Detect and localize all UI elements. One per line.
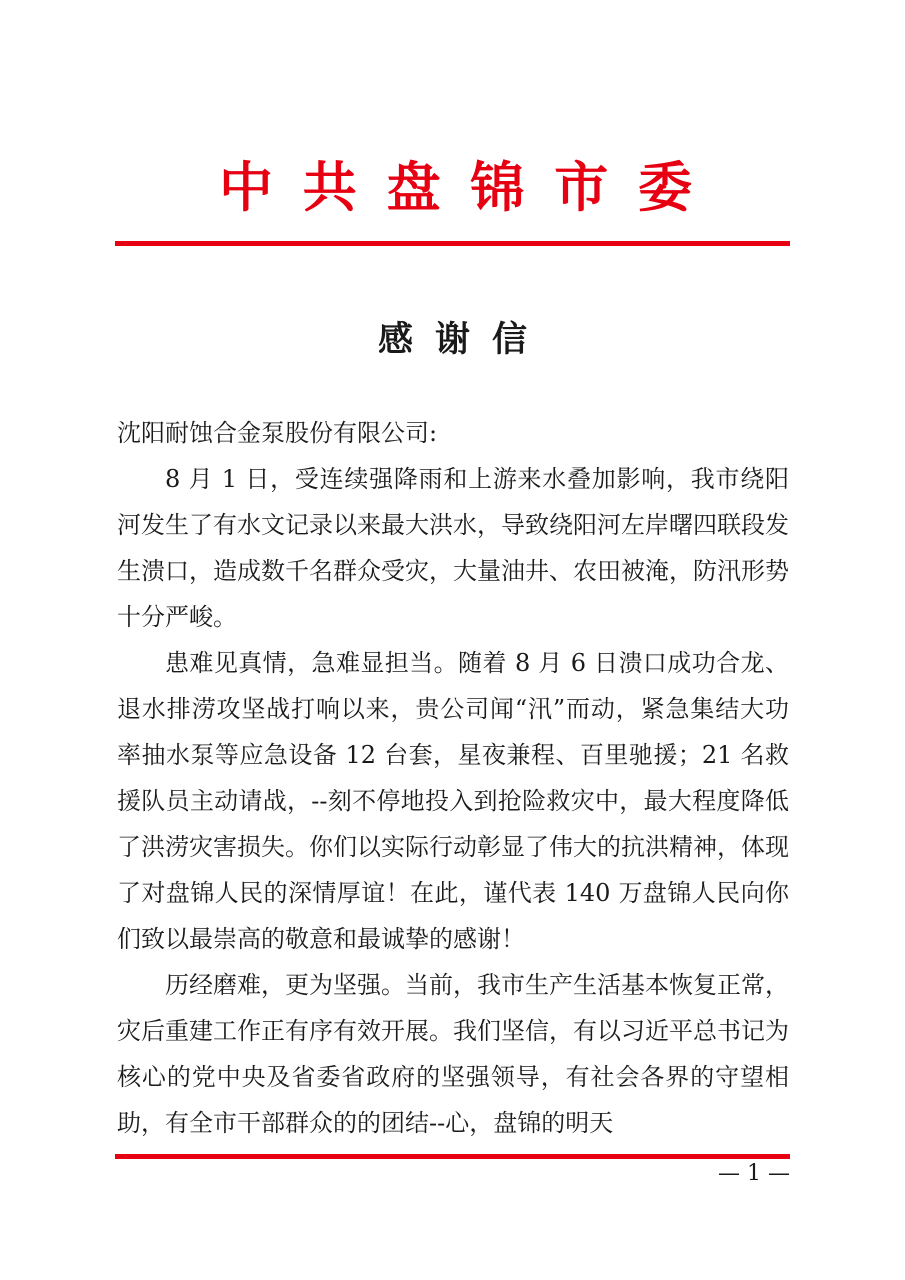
paragraph: 患难见真情，急难显担当。随着 8 月 6 日溃口成功合龙、退水排涝攻坚战打响以来，贵公司闻“汛”而动，紧急集结大功率抽水泵等应急设备 12 台套，星夜兼程、百里驰援；21 名救援队员主动请战，--刻不停地投入到抢险救灾中，最大程度降低了洪涝灾害损失。你们以实际行动彰显了伟大的抗洪精神，体现了对盘锦人民的深情厚谊！在此，谨代表 140 万盘锦人民向你们致以最崇高的敬意和最诚挚的感谢！ <box>117 649 789 953</box>
org-char: 共 <box>302 155 357 219</box>
issuing-organization-header <box>115 155 790 219</box>
letter-body <box>117 410 789 1146</box>
org-char: 委 <box>637 155 692 219</box>
salutation: 沈阳耐蚀合金泵股份有限公司: <box>117 419 438 447</box>
org-char: 盘 <box>386 155 441 219</box>
paragraph: 历经磨难，更为坚强。当前，我市生产生活基本恢复正常，灾后重建工作正有序有效开展。我们坚信，有以习近平总书记为核心的党中央及省委省政府的坚强领导，有社会各界的守望相助，有全市干部群众的的团结--心，盘锦的明天 <box>117 971 789 1137</box>
org-char: 中 <box>219 155 273 219</box>
paragraph: 8 月 1 日，受连续强降雨和上游来水叠加影响，我市绕阳河发生了有水文记录以来最大洪水，导致绕阳河左岸曙四联段发生溃口，造成数千名群众受灾，大量油井、农田被淹，防汛形势十分严峻。 <box>117 465 789 631</box>
header-red-rule <box>115 241 790 246</box>
org-char: 市 <box>554 155 609 219</box>
document-title: 感谢信 <box>377 319 549 360</box>
org-char: 锦 <box>470 155 525 219</box>
page-number: — 1 — <box>718 1161 790 1186</box>
footer-red-rule <box>115 1154 790 1159</box>
